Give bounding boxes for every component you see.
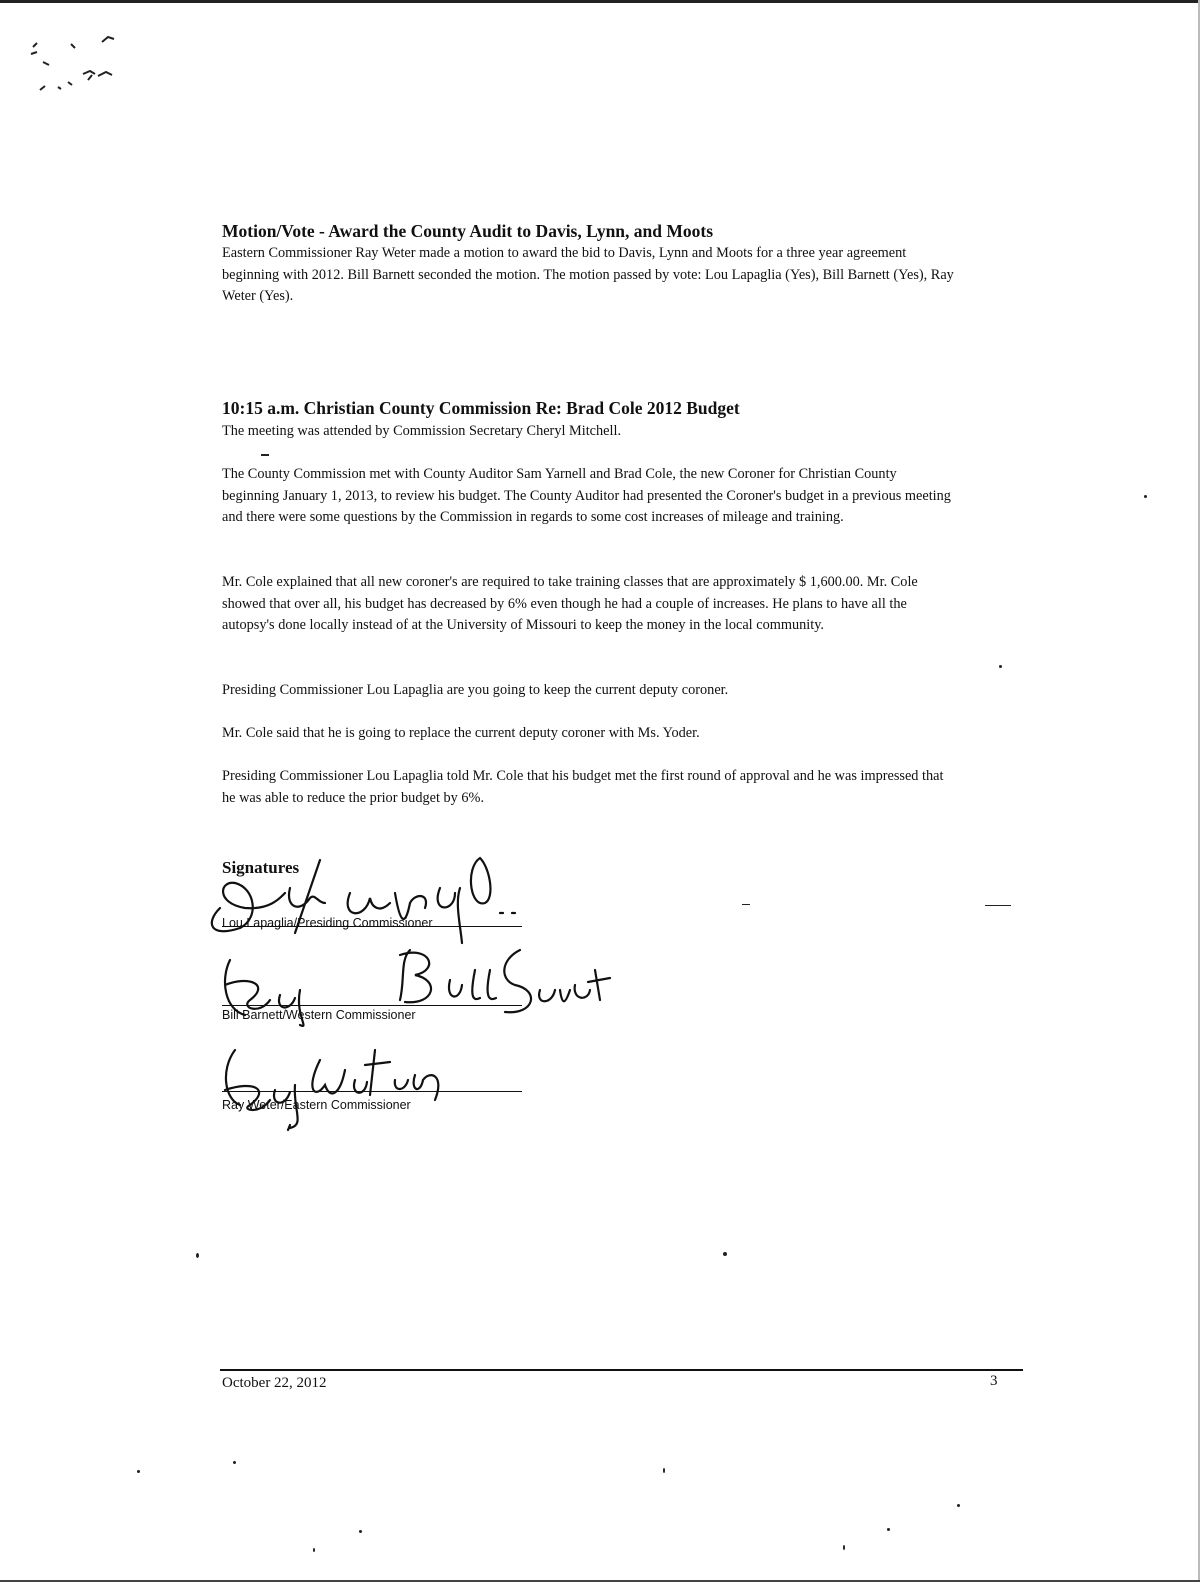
page-number: 3: [990, 1373, 998, 1389]
section-heading-audit-motion: Motion/Vote - Award the County Audit to Davis, Lynn, and Moots: [222, 221, 714, 241]
paragraph-deputy-question: Presiding Commissioner Lou Lapaglia are you going to keep the current deputy coroner.: [222, 682, 729, 698]
speck: [261, 454, 269, 456]
signature-line: [222, 1091, 522, 1092]
speck: [196, 1253, 199, 1258]
speck: [313, 1548, 315, 1552]
speck: [137, 1470, 140, 1473]
paragraph-approval: Presiding Commissioner Lou Lapaglia told Mr. Cole that his budget met the first round of approval and he was impressed that he was able to reduce the prior budget by 6%.: [222, 768, 944, 806]
speck: [742, 904, 750, 905]
signatures-heading: Signatures: [222, 858, 300, 877]
paragraph-training-costs: Mr. Cole explained that all new coroner's are required to take training classes that are approximately $ 1,600.00. Mr. Cole showed that over all, his budget has decreased by 6% even though he had a couple of increases. He plans to have all the autopsy's done locally instead of at the University of Missouri to keep the money in the local community.: [222, 574, 918, 633]
paragraph-attendance: The meeting was attended by Commission Secretary Cheryl Mitchell.: [222, 423, 622, 439]
footer-rule: [220, 1369, 1023, 1371]
speck: [985, 905, 1011, 906]
signer-caption-weter: Ray Weter/Eastern Commissioner: [222, 1098, 411, 1112]
speck: [723, 1252, 727, 1256]
paragraph-deputy-answer: Mr. Cole said that he is going to replace the current deputy coroner with Ms. Yoder.: [222, 725, 700, 741]
page-top-edge: [0, 0, 1200, 3]
footer-date: October 22, 2012: [222, 1375, 327, 1391]
signature-line: [222, 1005, 522, 1006]
speck: [1144, 495, 1147, 498]
signature-ray-weter: [205, 1030, 465, 1130]
signer-caption-barnett: Bill Barnett/Western Commissioner: [222, 1008, 416, 1022]
paragraph-audit-motion: Eastern Commissioner Ray Weter made a motion to award the bid to Davis, Lynn and Moots for a three year agreement beginning with 2012. Bill Barnett seconded the motion. The motion passed by vote: Lou Lapaglia (Yes), Bill Barnett (Yes), Ray Weter (Yes).: [222, 245, 954, 304]
signer-caption-lapaglia: Lou Lapaglia/Presiding Commissioner: [222, 916, 433, 930]
speck: [233, 1461, 236, 1464]
scan-specks-topleft: [28, 32, 128, 112]
speck: [887, 1528, 890, 1531]
paragraph-meeting-summary: The County Commission met with County Auditor Sam Yarnell and Brad Cole, the new Coroner for Christian County beginning January 1, 2013, to review his budget. The County Auditor had presented the Coroner's budget in a previous meeting and there were some questions by the Commission in regards to some cost increases of mileage and training.: [222, 466, 951, 525]
speck: [999, 665, 1002, 668]
speck: [957, 1504, 960, 1507]
speck: [663, 1468, 665, 1473]
section-heading-coroner-budget: 10:15 a.m. Christian County Commission Re: Brad Cole 2012 Budget: [222, 398, 740, 418]
speck: [843, 1545, 845, 1550]
speck: [359, 1530, 362, 1533]
